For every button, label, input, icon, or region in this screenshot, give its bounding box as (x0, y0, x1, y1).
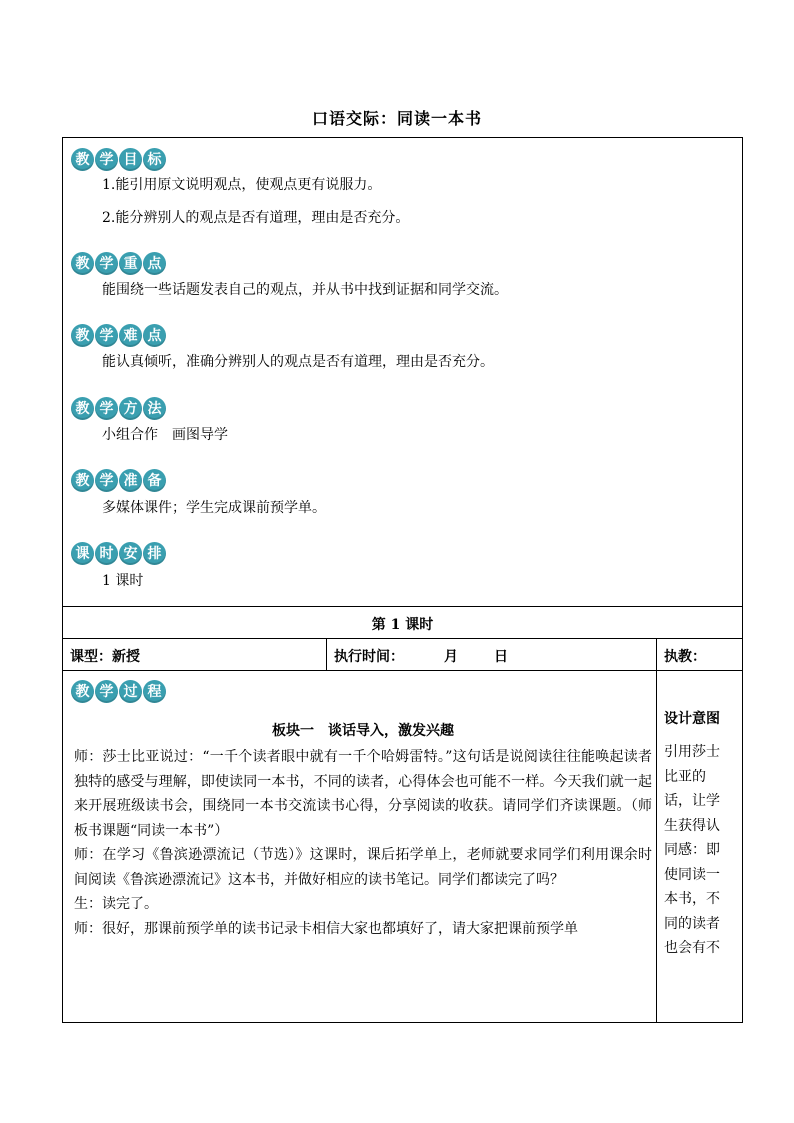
teacher-label: 执教： (664, 649, 706, 665)
badge-char: 学 (95, 680, 118, 703)
row-divider (62, 638, 743, 639)
design-intent-line: 本书，不 (664, 891, 720, 907)
badge-char: 教 (71, 324, 94, 347)
section-heading-badge (71, 469, 166, 492)
section-line: 多媒体课件；学生完成课前预学单。 (102, 500, 326, 516)
section-heading-badge (71, 542, 166, 565)
lesson-number: 第 1 课时 (371, 617, 434, 633)
badge-char: 安 (119, 542, 142, 565)
design-intent-text (664, 740, 736, 961)
block-title: 板块一 谈话导入，激发兴趣 (272, 723, 454, 739)
design-intent-line: 使同读一 (664, 866, 720, 883)
badge-char: 学 (95, 252, 118, 275)
section-heading-badge (71, 397, 166, 420)
badge-char: 学 (95, 324, 118, 347)
section-heading-badge (71, 252, 166, 275)
section-heading-badge (71, 148, 166, 171)
process-heading-badge (71, 680, 166, 703)
badge-char: 教 (71, 680, 94, 703)
badge-char: 时 (95, 542, 118, 565)
row-divider (62, 670, 743, 671)
design-intent-label: 设计意图 (664, 711, 720, 727)
col-divider (326, 638, 327, 670)
process-text (74, 745, 652, 941)
row-divider (62, 606, 743, 607)
badge-char: 教 (71, 148, 94, 171)
section-line: 1.能引用原文说明观点，使观点更有说服力。 (102, 177, 382, 193)
section-heading-badge (71, 324, 166, 347)
badge-char: 标 (143, 148, 166, 171)
badge-char: 方 (119, 397, 142, 420)
design-intent-line: 话，让学 (664, 793, 720, 809)
design-intent-line: 比亚的 (664, 768, 706, 785)
execution-time-label: 执行时间： (334, 649, 404, 665)
badge-char: 排 (143, 542, 166, 565)
design-intent-line: 同感：即 (664, 842, 720, 858)
section-line: 能围绕一些话题发表自己的观点，并从书中找到证据和同学交流。 (102, 282, 508, 298)
badge-char: 准 (119, 469, 142, 492)
badge-char: 学 (95, 397, 118, 420)
badge-char: 教 (71, 397, 94, 420)
badge-char: 点 (143, 252, 166, 275)
badge-char: 过 (119, 680, 142, 703)
badge-char: 重 (119, 252, 142, 275)
badge-char: 学 (95, 148, 118, 171)
badge-char: 教 (71, 252, 94, 275)
badge-char: 教 (71, 469, 94, 492)
paragraph: 师：莎士比亚说过：“一千个读者眼中就有一千个哈姆雷特。”这句话是说阅读往往能唤起读者独特的感受与理解，即使读同一本书，不同的读者，心得体会也可能不一样。今天我们就一起来开展班级读书会，围绕同一本书交流读书心得，分享阅读的收获。请同学们齐读课题。（师板书课题“同读一本书”） (74, 749, 652, 839)
badge-char: 难 (119, 324, 142, 347)
badge-char: 课 (71, 542, 94, 565)
badge-char: 法 (143, 397, 166, 420)
design-intent-line: 引用莎士 (664, 744, 720, 760)
section-line: 能认真倾听，准确分辨别人的观点是否有道理，理由是否充分。 (102, 354, 494, 370)
design-intent-line: 也会有不 (664, 940, 720, 956)
course-type: 课型：新授 (70, 649, 140, 665)
badge-char: 程 (143, 680, 166, 703)
design-intent-line: 生获得认 (664, 817, 720, 834)
badge-char: 点 (143, 324, 166, 347)
badge-char: 备 (143, 469, 166, 492)
section-line: 小组合作 画图导学 (102, 427, 228, 443)
page-title: 口语交际：同读一本书 (311, 109, 482, 128)
badge-char: 目 (119, 148, 142, 171)
col-divider (656, 638, 657, 1023)
paragraph: 师：在学习《鲁滨逊漂流记（节选）》这课时，课后拓学单上，老师就要求同学们利用课余时间阅读《鲁滨逊漂流记》这本书，并做好相应的读书笔记。同学们都读完了吗？ (74, 847, 652, 888)
section-line: 1 课时 (102, 573, 144, 589)
paragraph: 师：很好，那课前预学单的读书记录卡相信大家也都填好了，请大家把课前预学单 (74, 920, 578, 937)
badge-char: 学 (95, 469, 118, 492)
month-label: 月 (444, 649, 458, 665)
paragraph: 生：读完了。 (74, 896, 158, 912)
section-line: 2.能分辨别人的观点是否有道理，理由是否充分。 (102, 210, 410, 226)
day-label: 日 (494, 649, 508, 665)
design-intent-line: 同的读者 (664, 915, 720, 932)
